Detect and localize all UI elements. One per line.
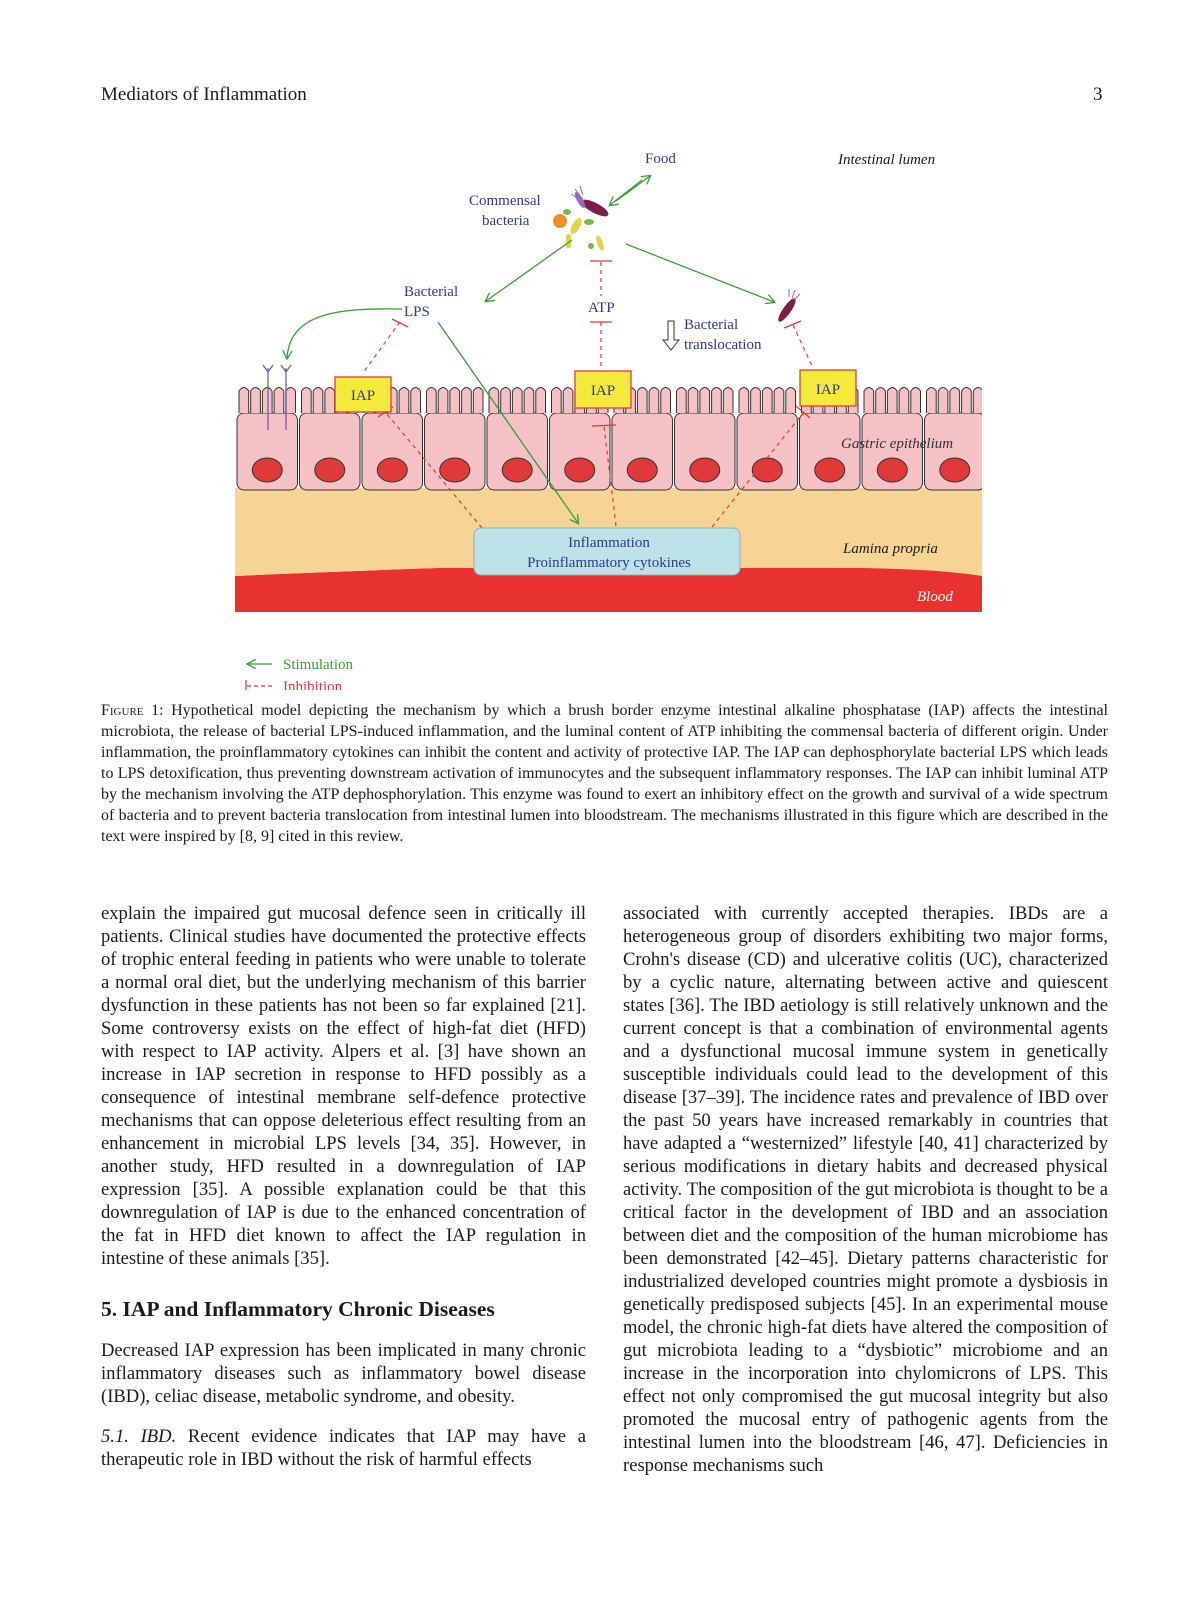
cell-nucleus	[252, 458, 282, 482]
left-column	[101, 902, 586, 1471]
label-iap-center: IAP	[590, 383, 616, 399]
body-paragraph: explain the impaired gut mucosal defence seen in critically ill patients. Clinical studies have documented the protective effects of trophic enteral feeding in patients who were unable to tolerate a normal oral diet, but the underlying mechanism of this barrier dysfunction in these patients has not been so far explained [21]. Some controversy exists on the effect of high-fat diet (HFD) with respect to IAP activity. Alpers et al. [3] have shown an increase in IAP secretion in response to HFD possibly as a consequence of intestinal membrane self-defence protective mechanisms that can oppose deleterious effect resulting from an enhancement in microbial LPS levels [34, 35]. However, in another study, HFD resulted in a downregulation of IAP expression [35]. A possible explanation could be that this downregulation of IAP is due to the enhanced concentration of the fat in HFD diet known to affect the IAP regulation in intestine of these animals [35].	[101, 903, 586, 1269]
label-commensal-bacteria-1: Commensal	[469, 193, 541, 209]
figure-legend	[246, 657, 354, 690]
label-atp: ATP	[588, 300, 615, 316]
legend-inhibition: Inhibition	[283, 679, 343, 690]
cell-nucleus	[877, 458, 907, 482]
label-intestinal-lumen: Intestinal lumen	[838, 152, 936, 168]
body-paragraph: associated with currently accepted therapies. IBDs are a heterogeneous group of disorders exhibiting two major forms, Crohn's disease (CD) and ulcerative colitis (UC), characterized by a cyclic nature, alternating between active and quiescent states [36]. The IBD aetiology is still relatively unknown and the current concept is that a combination of environmental agents and a dysfunctional mucosal immune system in genetically susceptible individuals could lead to the development of this disease [37–39]. The incidence rates and prevalence of IBD over the past 50 years have increased remarkably in countries that have adapted a “westernized” lifestyle [40, 41] characterized by serious modifications in dietary habits and decreased physical activity. The composition of the gut microbiota is thought to be a critical factor in the development of IBD and an association between diet and the composition of the human microbiome has been demonstrated [42–45]. Dietary patterns characteristic for industrialized developed countries might promote a dysbiosis in genetically predisposed subjects [45]. In an experimental mouse model, the chronic high-fat diets have altered the composition of gut microbiota leading to a “dysbiotic” microbiome and an increase in the incorporation into chylomicrons of LPS. This effect not only compromised the gut mucosal integrity but also promoted the mucosal entry of pathogenic agents from the intestinal lumen into the bloodstream [46, 47]. Deficiencies in response mechanisms such	[623, 903, 1108, 1476]
right-column	[623, 902, 1108, 1477]
commensal-bacteria-icon	[553, 186, 611, 252]
subsection-paragraph	[101, 1425, 586, 1471]
label-bacterial-lps-2: LPS	[404, 304, 430, 320]
cell-nucleus	[627, 458, 657, 482]
figure-caption	[101, 700, 1108, 847]
label-proinflammatory-cytokines: Proinflammatory cytokines	[527, 555, 691, 571]
label-food: Food	[645, 151, 676, 167]
subsection-text: Recent evidence indicates that IAP may have a therapeutic role in IBD without the risk of harmful effects	[101, 1426, 586, 1470]
legend-stimulation: Stimulation	[283, 657, 354, 673]
figure-iap-mechanism	[0, 0, 1200, 690]
translocating-bacterium-icon	[776, 289, 800, 324]
cell-nucleus	[940, 458, 970, 482]
label-inflammation: Inflammation	[568, 535, 650, 551]
microvilli	[927, 388, 984, 414]
label-iap-left: IAP	[350, 388, 376, 404]
section-heading: 5. IAP and Inflammatory Chronic Diseases	[101, 1297, 495, 1321]
label-lamina-propria: Lamina propria	[843, 541, 938, 557]
microvilli	[864, 388, 921, 414]
microvilli	[739, 388, 796, 414]
translocation-arrow-icon	[663, 321, 679, 350]
cell-nucleus	[565, 458, 595, 482]
label-bacterial-translocation-1: Bacterial	[684, 317, 739, 333]
figure-caption-text: Hypothetical model depicting the mechanism by which a brush border enzyme intestinal alkaline phosphatase (IAP) affects the intestinal microbiota, the release of bacterial LPS-induced inflammation, and the luminal content of ATP inhibiting the commensal bacteria of different origin. Under inflammation, the proinflammatory cytokines can inhibit the content and activity of protective IAP. The IAP can dephosphorylate bacterial LPS which leads to LPS detoxification, thus preventing downstream activation of immunocytes and the subsequent inflammatory responses. The IAP can inhibit luminal ATP by the mechanism involving the ATP dephosphorylation. This enzyme was found to exert an inhibitory effect on the growth and survival of a wide spectrum of bacteria and to prevent bacteria translocation from intestinal lumen into bloodstream. The mechanisms illustrated in this figure which are described in the text were inspired by [8, 9] cited in this review.	[101, 702, 1109, 845]
microvilli	[677, 388, 734, 414]
microvilli	[427, 388, 484, 414]
cell-nucleus	[315, 458, 345, 482]
label-commensal-bacteria-2: bacteria	[482, 213, 530, 229]
label-bacterial-lps-1: Bacterial	[404, 284, 459, 300]
running-header: Mediators of Inflammation	[101, 84, 307, 105]
subsection-label: 5.1. IBD.	[101, 1426, 177, 1447]
cell-nucleus	[502, 458, 532, 482]
label-blood: Blood	[917, 589, 953, 605]
cell-nucleus	[815, 458, 845, 482]
microvilli	[239, 388, 296, 414]
cell-nucleus	[377, 458, 407, 482]
body-paragraph: Decreased IAP expression has been implicated in many chronic inflammatory diseases such as inflammatory bowel disease (IBD), celiac disease, metabolic syndrome, and obesity.	[101, 1340, 586, 1407]
figure-label: Figure 1:	[101, 702, 164, 719]
cell-nucleus	[690, 458, 720, 482]
label-iap-right: IAP	[815, 382, 841, 398]
cell-nucleus	[440, 458, 470, 482]
label-bacterial-translocation-2: translocation	[684, 337, 762, 353]
microvilli	[489, 388, 546, 414]
label-gastric-epithelium: Gastric epithelium	[841, 436, 954, 452]
page-number: 3	[1093, 84, 1103, 105]
